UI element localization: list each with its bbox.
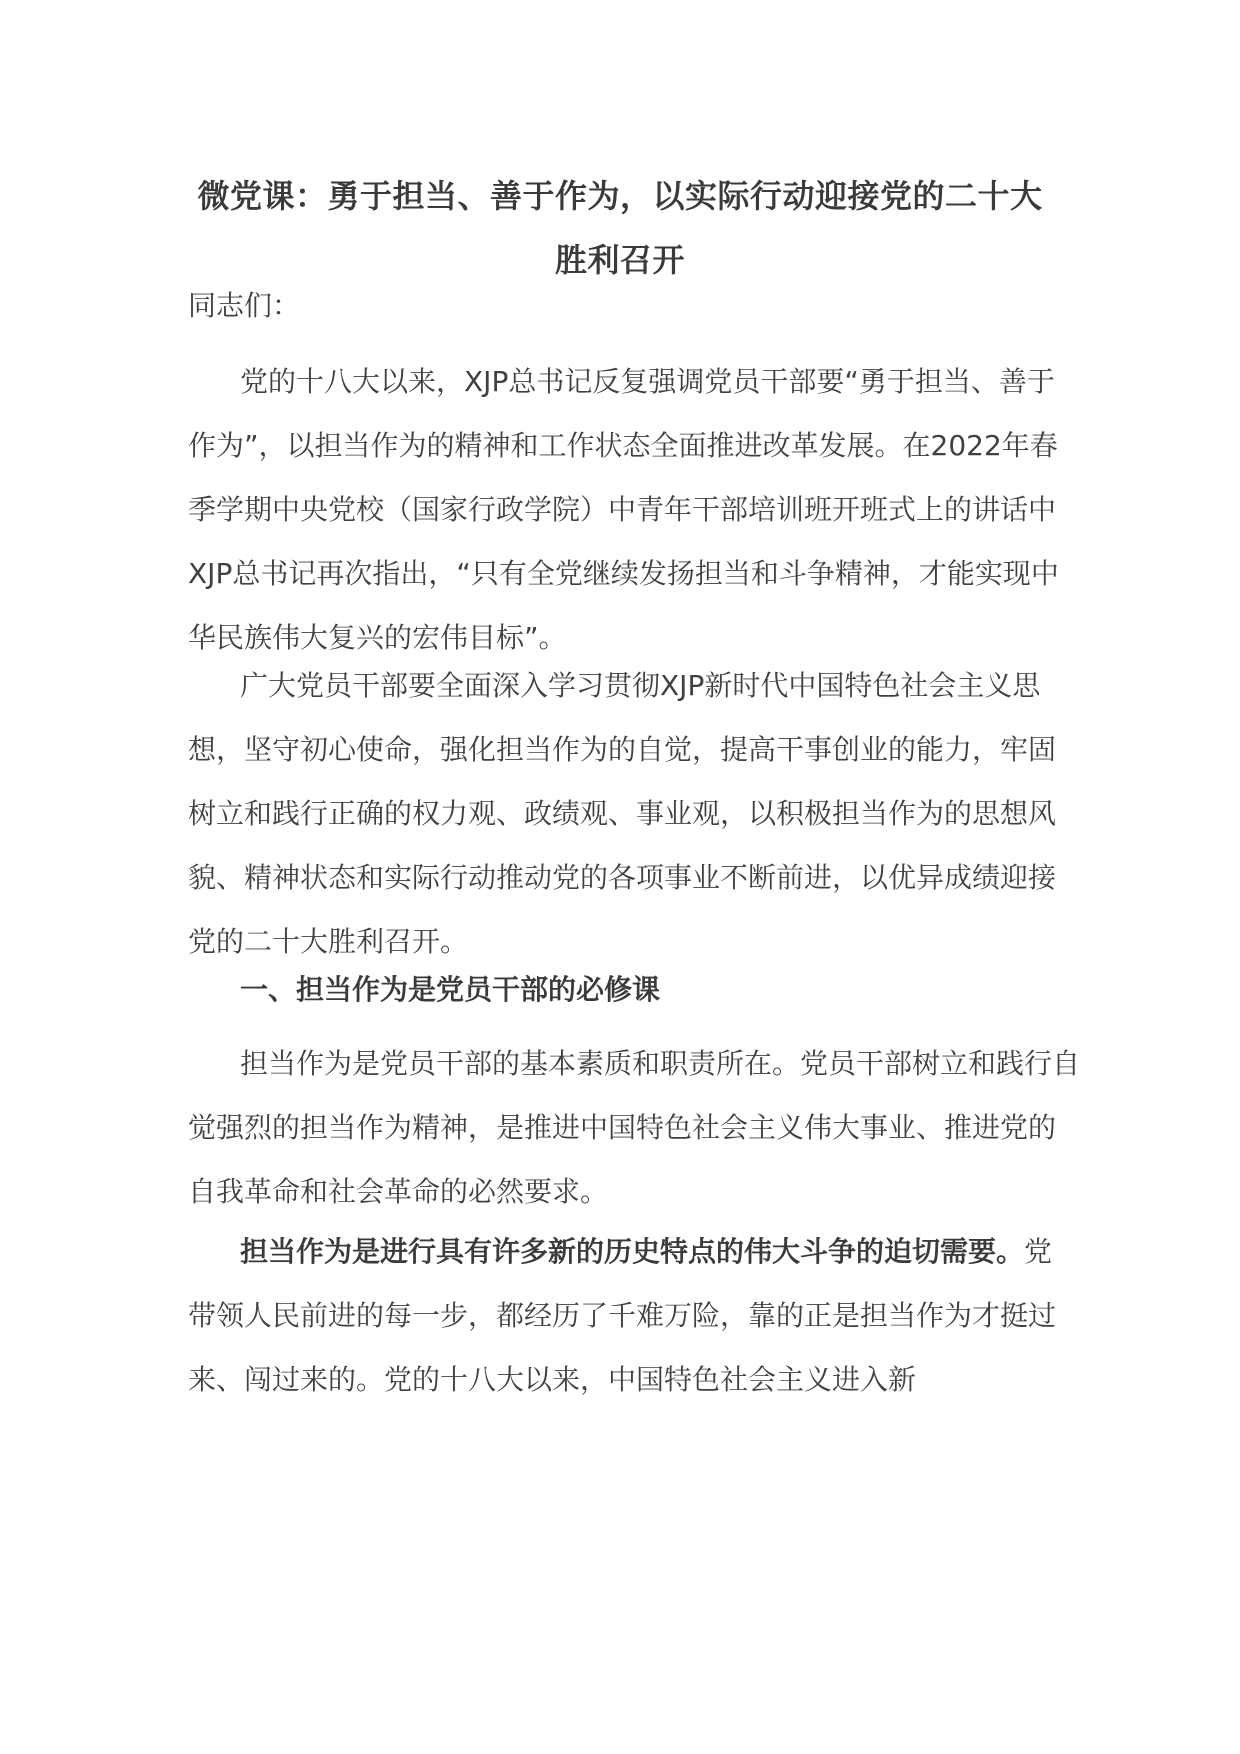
- paragraph-study: 广大党员干部要全面深入学习贯彻XJP新时代中国特色社会主义思想，坚守初心使命，强化担当作为的自觉，提高干事创业的能力，牢固树立和践行正确的权力观、政绩观、事业观，以积极担当作为的思想风貌、精神状态和实际行动推动党的各项事业不断前进，以优异成绩迎接党的二十大胜利召开。: [188, 669, 1057, 958]
- salutation: 同志们：: [188, 289, 301, 322]
- point-1-lead: 担当作为是进行具有许多新的历史特点的伟大斗争的迫切需要。: [240, 1235, 1025, 1268]
- document-title: 微党课：勇于担当、善于作为，以实际行动迎接党的二十大胜利召开: [197, 177, 1043, 279]
- paragraph-intro: 党的十八大以来，XJP总书记反复强调党员干部要“勇于担当、善于作为”，以担当作为的精神和工作状态全面推进改革发展。在2022年春季学期中央党校（国家行政学院）中青年干部培训班开班式上的讲话中XJP总书记再次指出，“只有全党继续发扬担当和斗争精神，才能实现中华民族伟大复兴的宏伟目标”。: [188, 365, 1059, 654]
- paragraph-point-1: [188, 1220, 1080, 1412]
- section-heading: 一、担当作为是党员干部的必修课: [240, 973, 661, 1006]
- paragraph-section-1: 担当作为是党员干部的基本素质和职责所在。党员干部树立和践行自觉强烈的担当作为精神，是推进中国特色社会主义伟大事业、推进党的自我革命和社会革命的必然要求。: [188, 1047, 1081, 1208]
- point-1-text: 党带领人民前进的每一步，都经历了千难万险，靠的正是担当作为才挺过来、闯过来的。党的十八大以来，中国特色社会主义进入新: [188, 1235, 1057, 1396]
